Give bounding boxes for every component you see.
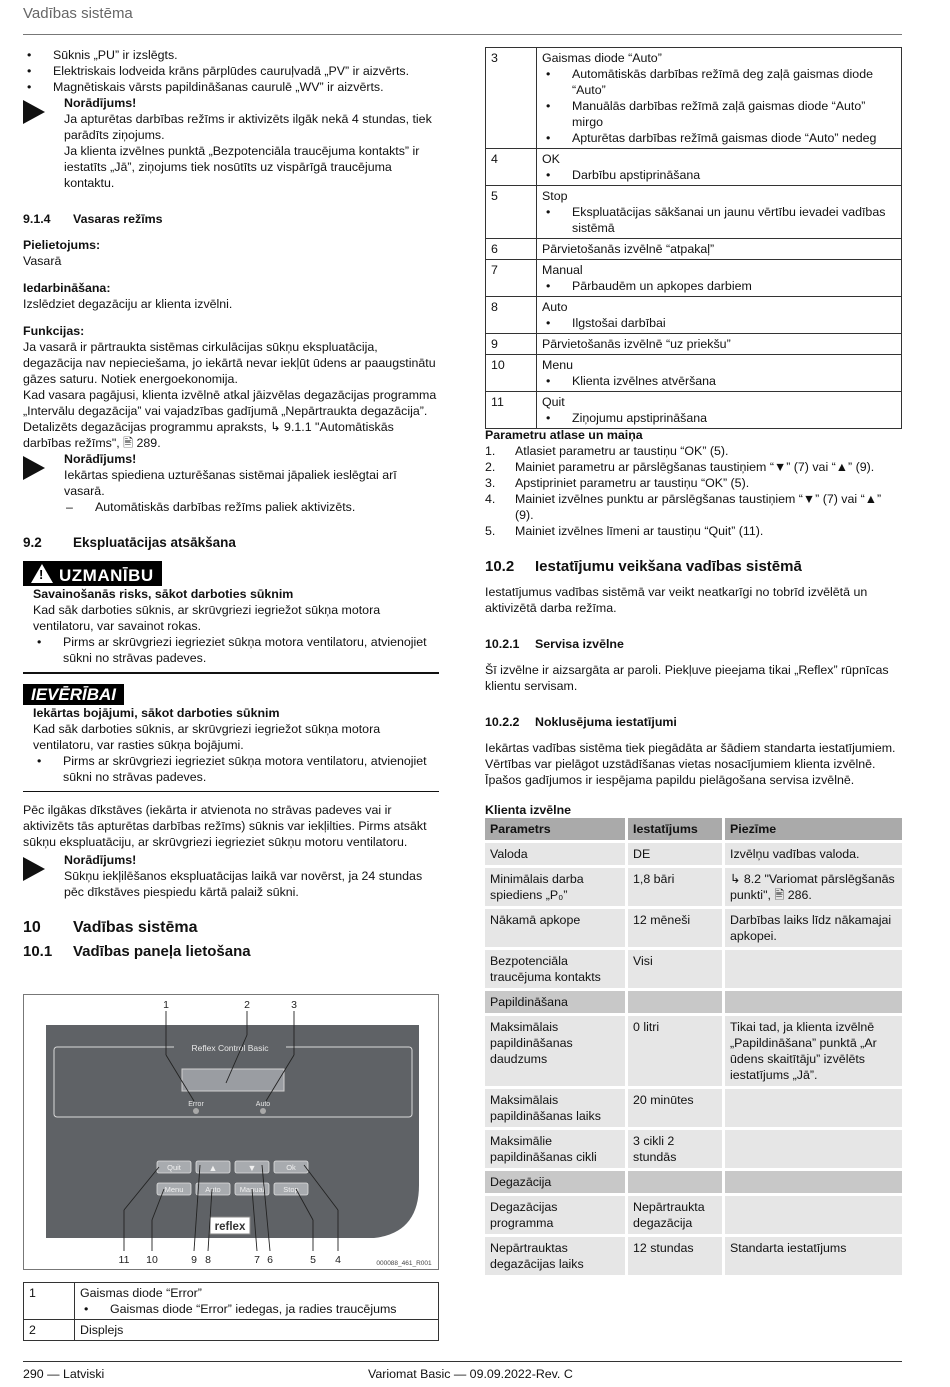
table-row <box>486 297 902 334</box>
table-cell: Bezpotenciāla traucējuma kontakts <box>485 949 627 990</box>
control-panel-drawing <box>24 995 438 1269</box>
table-cell <box>627 990 724 1015</box>
table-cell <box>724 1170 903 1195</box>
panel-brand: Reflex Control Basic <box>191 1043 269 1053</box>
table-row <box>485 867 902 908</box>
table-cell: Papildināšana <box>485 990 627 1015</box>
note-text: Sūkņu iekļilēšanos ekspluatācijas laikā var novērst, ja 24 stundas pēc dīkstāves piespiedu kārtā palaiž sūkni. <box>64 869 423 899</box>
paragraph: Iestatījumus vadības sistēmā var veikt neatkarīgi no tobrīd izvēlētā un aktivizētā darba režīma. <box>485 585 868 615</box>
table-row <box>24 1283 439 1320</box>
control-panel-figure <box>23 994 439 1270</box>
legend-number: 4 <box>486 149 537 186</box>
stop-key-label: Stop <box>283 1185 299 1194</box>
callout-label: 8 <box>205 1254 211 1266</box>
section-heading-9-2: 9.2 Ekspluatācijas atsākšana <box>23 535 236 550</box>
legend-title: Auto <box>542 300 568 314</box>
table-row <box>485 949 902 990</box>
legend-number: 2 <box>24 1320 75 1341</box>
legend-bullet: • Pārbaudēm un apkopes darbiem <box>542 278 896 294</box>
table-row <box>24 1320 439 1341</box>
callout-label: 9 <box>191 1254 197 1266</box>
start-text: Izslēdziet degazāciju ar klienta izvēlni. <box>23 297 233 311</box>
notice-body <box>23 705 439 785</box>
table-row <box>485 908 902 949</box>
table-cell: Nepārtrauktas degazācijas laiks <box>485 1236 627 1277</box>
notice-block <box>23 684 439 793</box>
legend-cell <box>537 297 902 334</box>
table-cell: Nepārtraukta degazācija <box>627 1195 724 1236</box>
list-item: • Elektriskais lodveida krāns pārplūdes cauruļvadā „PV” ir aizvērts. <box>23 63 439 79</box>
legend-title: Gaismas diode “Error” <box>80 1286 202 1300</box>
table-cell: DE <box>627 842 724 867</box>
table-caption: Klienta izvēlne <box>485 803 572 817</box>
table-row <box>486 48 902 149</box>
table-cell: Maksimālais papildināšanas daudzums <box>485 1015 627 1088</box>
table-cell <box>724 990 903 1015</box>
legend-number: 7 <box>486 260 537 297</box>
warning-rule <box>23 672 439 674</box>
table-cell: Valoda <box>485 842 627 867</box>
column-header: Piezīme <box>724 818 903 842</box>
param-steps <box>485 443 902 539</box>
bullet-list-status <box>23 47 439 95</box>
legend-cell <box>537 392 902 429</box>
callout-label: 7 <box>254 1254 260 1266</box>
legend-bullet: • Ilgstošai darbībai <box>542 315 896 331</box>
legend-cell <box>537 260 902 297</box>
quit-key-label: Quit <box>167 1163 181 1172</box>
legend-title: Menu <box>542 358 573 372</box>
cross-reference[interactable]: Detalizēts degazācijas programmu apraksts, ↳ 9.1.1 "Automātiskās darbības režīms", 🖹 289. <box>23 420 394 450</box>
table-cell: Maksimālie papildināšanas cikli <box>485 1129 627 1170</box>
table-row <box>485 1088 902 1129</box>
note-box <box>23 95 439 191</box>
section-heading-9-1-4: 9.1.4 Vasaras režīms <box>23 212 163 226</box>
note-title: Norādījums! <box>64 853 137 867</box>
auto-key-label: Auto <box>205 1185 221 1194</box>
legend-bullet: • Manuālās darbības režīmā zaļā gaismas diode “Auto” mirgo <box>542 98 896 130</box>
ok-key-label: Ok <box>286 1163 296 1172</box>
auto-led <box>260 1108 266 1114</box>
table-cell: Degazācijas programma <box>485 1195 627 1236</box>
usage-label: Pielietojums: <box>23 238 101 252</box>
table-cell: 0 litri <box>627 1015 724 1088</box>
warning-title: Savainošanās risks, sākot darboties sūknim <box>33 587 294 601</box>
list-item: • Magnētiskais vārsts papildināšanas caurulē „WV” ir aizvērts. <box>23 79 439 95</box>
footer-page: 290 — Latviski <box>23 1367 105 1381</box>
paragraph: Šī izvēlne ir aizsargāta ar paroli. Piekļuve pieejama tikai „Reflex” rūpnīcas klientu servisam. <box>485 663 889 693</box>
function-block <box>23 323 439 451</box>
down-key-label: ▼ <box>247 1163 257 1173</box>
note-title: Norādījums! <box>64 96 137 110</box>
legend-bullet: • Ekspluatācijas sākšanai un jaunu vērtību ievadei vadības sistēmā <box>542 204 896 236</box>
table-cell: Minimālais darba spiediens „P₀” <box>485 867 627 908</box>
legend-title: Quit <box>542 395 565 409</box>
paragraph: Ja vasarā ir pārtraukta sistēmas cirkulācijas sūkņu ekspluatācija, degazācija nav nepieciešama, jo iekārtā nevar iekļūt ūdens ar paaugstinātu gāzes saturu. Notiek energoekonomija. <box>23 340 436 386</box>
table-cell <box>724 1195 903 1236</box>
table-cell: Visi <box>627 949 724 990</box>
legend-cell <box>75 1283 439 1320</box>
legend-bullet: • Gaismas diode “Error” iedegas, ja radies traucējums <box>80 1301 433 1317</box>
table-cell: ↳ 8.2 "Variomat pārslēgšanās punkti", 🖹 286. <box>724 867 903 908</box>
legend-title: OK <box>542 152 560 166</box>
list-item: 5. Mainiet izvēlnes līmeni ar taustiņu “Quit” (11). <box>485 524 764 538</box>
legend-title: Pārvietošanās izvēlnē “uz priekšu” <box>537 334 902 355</box>
table-cell: 3 cikli 2 stundās <box>627 1129 724 1170</box>
table-section-row <box>485 1170 902 1195</box>
callout-label: 4 <box>335 1254 341 1266</box>
legend-cell <box>537 355 902 392</box>
legend-number: 10 <box>486 355 537 392</box>
notice-rule <box>23 791 439 793</box>
table-row <box>486 260 902 297</box>
note-box <box>23 451 439 515</box>
legend-title: Pārvietošanās izvēlnē “atpakaļ” <box>537 239 902 260</box>
legend-number: 9 <box>486 334 537 355</box>
section-heading-10-2-1: 10.2.1 Servisa izvēlne <box>485 637 624 651</box>
running-header: Vadības sistēma <box>23 5 133 22</box>
manual-key-label: Manual <box>239 1185 265 1194</box>
usage-block <box>23 237 439 269</box>
legend-number: 11 <box>486 392 537 429</box>
legend-bullet: • Klienta izvēlnes atvēršana <box>542 373 896 389</box>
note-text: Ja klienta izvēlnes punktā „Bezpotenciāla traucējuma kontakts” ir iestatīts „Jā”, ziņojums tiek nosūtīts uz vispārīgā traucējuma kontaktu. <box>64 144 420 190</box>
note-arrow-icon <box>23 100 45 124</box>
legend-number: 6 <box>486 239 537 260</box>
table-row <box>485 1195 902 1236</box>
note-text: Ja apturētas darbības režīms ir aktivizēts ilgāk nekā 4 stundas, tiek parādīts ziņojums. <box>64 112 432 142</box>
table-row <box>486 149 902 186</box>
legend-bullet: • Ziņojumu apstiprināšana <box>542 410 896 426</box>
section-heading-10-2: 10.2 Iestatījumu veikšana vadības sistēmā <box>485 558 802 575</box>
list-item: 1. Atlasiet parametru ar taustiņu “OK” (5). <box>485 444 729 458</box>
section-heading-10-2-2: 10.2.2 Noklusējuma iestatījumi <box>485 715 677 729</box>
table-row <box>485 1015 902 1088</box>
notice-title: Iekārtas bojājumi, sākot darboties sūknim <box>33 705 280 720</box>
table-row <box>485 1129 902 1170</box>
callout-label: 11 <box>118 1254 130 1266</box>
legend-bullet: • Automātiskās darbības režīmā deg zaļā gaismas diode “Auto” <box>542 66 896 98</box>
legend-table-right <box>485 47 902 429</box>
table-row <box>486 334 902 355</box>
warning-badge: ! UZMANĪBU <box>23 561 162 586</box>
paragraph: Iekārtas vadības sistēma tiek piegādāta ar šādiem standarta iestatījumiem. Vērtības var pielāgot uzstādīšanas vietas nosacījumiem klienta izvēlnē. Īpašos gadījumos ir iespējama papildu pielāgošana servisa izvēlnē. <box>485 741 896 787</box>
panel-body <box>46 1025 419 1238</box>
warning-body <box>23 586 439 666</box>
table-cell: Tikai tad, ja klienta izvēlnē „Papildināšana” punktā „Ar ūdens skaitītāju” izvēlēts iestatījums „Jā”. <box>724 1015 903 1088</box>
display-screen <box>182 1069 284 1091</box>
legend-title: Stop <box>542 189 568 203</box>
table-cell: 12 stundas <box>627 1236 724 1277</box>
table-row <box>486 355 902 392</box>
start-label: Iedarbināšana: <box>23 281 111 295</box>
table-cell <box>724 949 903 990</box>
list-item: • Sūknis „PU” ir izslēgts. <box>23 47 439 63</box>
callout-label: 6 <box>267 1254 273 1266</box>
parameter-section <box>485 427 902 1278</box>
table-row <box>485 1236 902 1277</box>
legend-number: 8 <box>486 297 537 334</box>
table-cell <box>724 1088 903 1129</box>
legend-cell <box>537 149 902 186</box>
table-cell: Standarta iestatījums <box>724 1236 903 1277</box>
table-cell <box>724 1129 903 1170</box>
list-item: 4. Mainiet izvēlnes punktu ar pārslēgšanas taustiņiem “▼” (7) vai “▲” (9). <box>485 492 882 522</box>
footer-doc: Variomat Basic — 09.09.2022-Rev. C <box>368 1367 573 1381</box>
menu-key-label: Menu <box>164 1185 184 1194</box>
warning-text: Kad sāk darboties sūknis, ar skrūvgriezi iegriežot sūkņa motora ventilatoru, var savainot rokas. <box>33 603 381 633</box>
notice-badge: IEVĒRĪBAI <box>23 684 124 705</box>
legend-cell <box>537 186 902 239</box>
column-header: Iestatījums <box>627 818 724 842</box>
paragraph: Pēc ilgākas dīkstāves (iekārta ir atvienota no strāvas padeves vai ir aktivizēts tās apturētas darbības režīms) sūknis var iekļilties. Pirms atsākt sūkņu ekspluatāciju, ar skrūvgriezi iegrieziet sūkņu motoru ventilatoru. <box>23 803 427 849</box>
legend-cell <box>537 48 902 149</box>
table-row <box>486 239 902 260</box>
note-dash-item: – Automātiskās darbības režīms paliek aktivizēts. <box>23 499 439 515</box>
defaults-table <box>485 818 902 1278</box>
note-text: Iekārtas spiediena uzturēšanas sistēmai jāpaliek ieslēgtai arī vasarā. <box>64 468 397 498</box>
warning-triangle-icon: ! <box>31 564 53 583</box>
note-arrow-icon <box>23 456 45 480</box>
legend-bullet: • Darbību apstiprināšana <box>542 167 896 183</box>
table-cell <box>627 1170 724 1195</box>
note-arrow-icon <box>23 857 45 881</box>
warning-block <box>23 561 439 674</box>
auto-led-label: Auto <box>255 1101 271 1108</box>
usage-text: Vasarā <box>23 254 62 268</box>
callout-label: 1 <box>163 999 169 1011</box>
paragraph: Kad vasara pagājusi, klienta izvēlnē atkal jāizvēlas degazācijas programma „Intervālu degazācija” vai vajadzības gadījumā „Nepārtraukta degazācija”. <box>23 388 437 418</box>
legend-title: Displejs <box>75 1320 439 1341</box>
start-block <box>23 280 439 312</box>
error-led-label: Error <box>188 1101 204 1108</box>
table-cell: Maksimālais papildināšanas laiks <box>485 1088 627 1129</box>
callout-label: 5 <box>310 1254 316 1266</box>
error-led <box>193 1108 199 1114</box>
legend-title: Gaismas diode “Auto” <box>542 51 662 65</box>
legend-bullet: • Apturētas darbības režīmā gaismas diode “Auto” nedeg <box>542 130 896 146</box>
footer-rule <box>23 1361 902 1362</box>
table-row <box>485 842 902 867</box>
table-cell: Nākamā apkope <box>485 908 627 949</box>
function-label: Funkcijas: <box>23 324 85 338</box>
legend-title: Manual <box>542 263 583 277</box>
param-heading: Parametru atlase un maiņa <box>485 428 643 442</box>
table-cell: Degazācija <box>485 1170 627 1195</box>
table-section-row <box>485 990 902 1015</box>
table-cell: 1,8 bāri <box>627 867 724 908</box>
section-heading-10: 10 Vadības sistēma <box>23 919 198 936</box>
table-header-row <box>485 818 902 842</box>
legend-number: 3 <box>486 48 537 149</box>
section-heading-10-1: 10.1 Vadības paneļa lietošana <box>23 943 251 960</box>
table-cell: 12 mēneši <box>627 908 724 949</box>
note-box <box>23 852 439 900</box>
figure-code: 000088_461_R001 <box>376 1260 432 1267</box>
legend-table-left <box>23 1282 439 1341</box>
callout-label: 2 <box>244 999 250 1011</box>
column-header: Parametrs <box>485 818 627 842</box>
callout-label: 10 <box>146 1254 158 1266</box>
reflex-logo: reflex <box>214 1221 246 1233</box>
legend-number: 1 <box>24 1283 75 1320</box>
callout-label: 3 <box>291 999 297 1011</box>
left-column <box>23 47 439 960</box>
table-row <box>486 186 902 239</box>
legend-number: 5 <box>486 186 537 239</box>
note-title: Norādījums! <box>64 452 137 466</box>
table-cell: Izvēlņu vadības valoda. <box>724 842 903 867</box>
notice-bullet: • Pirms ar skrūvgriezi iegrieziet sūkņa motora ventilatoru, atvienojiet sūkni no strāvas padeves. <box>33 753 439 785</box>
warning-bullet: • Pirms ar skrūvgriezi iegrieziet sūkņa motora ventilatoru, atvienojiet sūkni no strāvas padeves. <box>33 634 439 666</box>
list-item: 2. Mainiet parametru ar pārslēgšanas taustiņiem “▼” (7) vai “▲” (9). <box>485 460 875 474</box>
table-row <box>486 392 902 429</box>
table-cell: Darbības laiks līdz nākamajai apkopei. <box>724 908 903 949</box>
list-item: 3. Apstipriniet parametru ar taustiņu “OK” (5). <box>485 476 750 490</box>
up-key-label: ▲ <box>208 1163 218 1173</box>
notice-text: Kad sāk darboties sūknis, ar skrūvgriezi iegriežot sūkņa motora ventilatoru, var rasties sūkņa bojājumi. <box>33 721 381 752</box>
header-rule <box>23 34 902 35</box>
table-cell: 20 minūtes <box>627 1088 724 1129</box>
